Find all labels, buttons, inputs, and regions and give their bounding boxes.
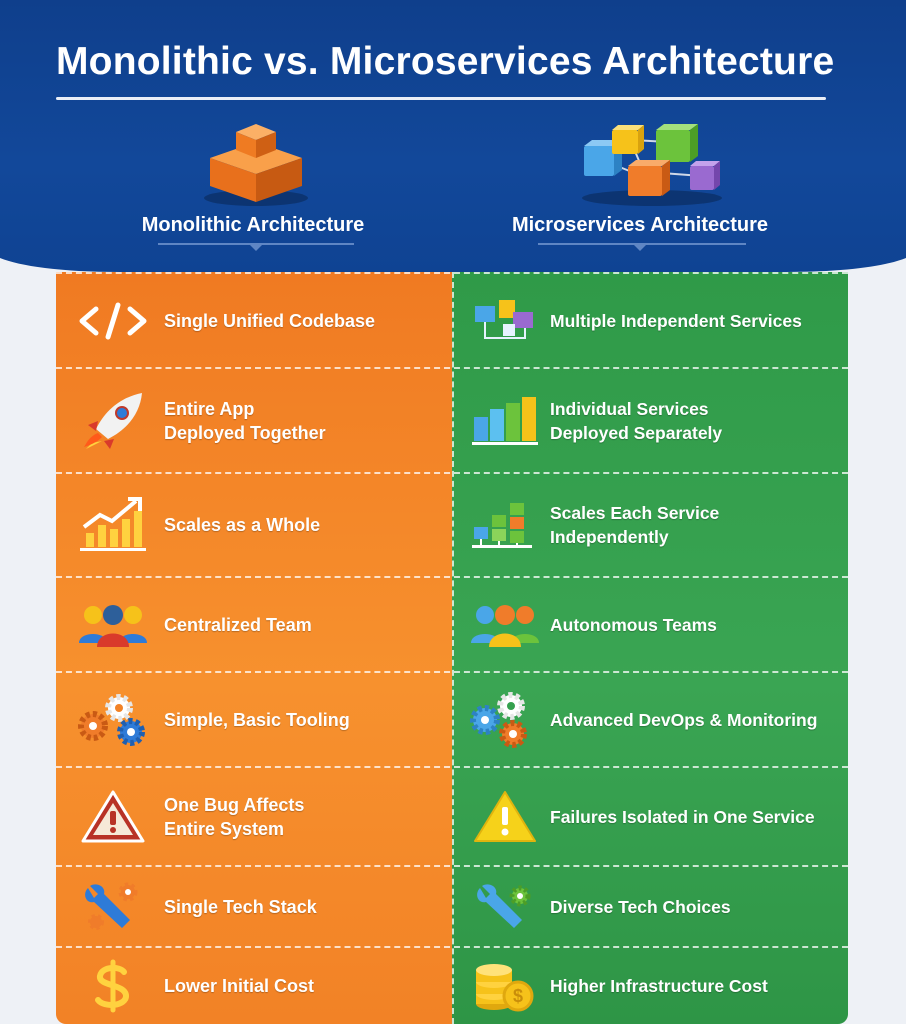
- scaling-blocks-icon: [466, 493, 544, 557]
- cell-text: Diverse Tech Choices: [550, 896, 731, 917]
- cell-text: One Bug Affects: [164, 794, 305, 815]
- growth-chart-icon: [74, 493, 152, 557]
- warning-red-icon: [74, 785, 152, 849]
- monolithic-cell: [56, 578, 452, 671]
- dollar-icon: [74, 954, 152, 1018]
- cell-text: Centralized Team: [164, 614, 312, 635]
- monolithic-cell: [56, 474, 452, 576]
- cell-text: Scales Each Service: [550, 503, 720, 523]
- microservices-cell: [452, 867, 848, 946]
- comparison-row: [56, 766, 848, 865]
- rocket-icon: [74, 389, 152, 453]
- warning-yellow-icon: [466, 785, 544, 849]
- wrench-gear-icon: [74, 875, 152, 939]
- comparison-row: [56, 671, 848, 766]
- comparison-row: [56, 472, 848, 576]
- monolithic-cell: [56, 948, 452, 1024]
- microservices-cell: [452, 474, 848, 576]
- comparison-row: [56, 946, 848, 1024]
- microservices-cell: [452, 673, 848, 766]
- monolithic-cell: [56, 867, 452, 946]
- gears-icon: [466, 688, 544, 752]
- microservices-cell: [452, 274, 848, 367]
- cell-text: Higher Infrastructure Cost: [550, 976, 768, 996]
- cell-text: Scales as a Whole: [164, 515, 321, 535]
- cell-text: Single Unified Codebase: [164, 310, 376, 331]
- monolithic-cell: [56, 369, 452, 472]
- comparison-row: [56, 576, 848, 671]
- monolithic-column-title: Monolithic Architecture: [141, 214, 365, 236]
- cell-text: Independently: [550, 527, 669, 547]
- microservice-cubes-icon: [572, 120, 732, 210]
- comparison-row: [56, 272, 848, 367]
- microservices-cell: [452, 578, 848, 671]
- monolithic-cell: [56, 274, 452, 367]
- cell-text: Failures Isolated in One Service: [550, 806, 815, 827]
- microservices-column-title: Microservices Architecture: [511, 214, 769, 236]
- cell-text: Entire App: [164, 398, 255, 419]
- cell-text: Simple, Basic Tooling: [164, 709, 350, 730]
- microservices-cell: [452, 768, 848, 865]
- team-icon: [74, 593, 152, 657]
- cell-text: Deployed Separately: [550, 422, 723, 443]
- code-icon: [74, 289, 152, 353]
- svg-text:$: $: [512, 986, 524, 1006]
- comparison-row: [56, 367, 848, 472]
- title-underline: [56, 97, 826, 100]
- cell-text: Autonomous Teams: [550, 614, 717, 635]
- cell-text: Lower Initial Cost: [164, 976, 315, 996]
- page-title: Monolithic vs. Microservices Architecture: [56, 40, 835, 83]
- wrench-gear-icon: [466, 875, 544, 939]
- cell-text: Entire System: [164, 818, 285, 839]
- cell-text: Deployed Together: [164, 422, 326, 443]
- monolithic-cell: [56, 768, 452, 865]
- monolith-cube-icon: [196, 118, 316, 208]
- cell-text: Multiple Independent Services: [550, 310, 802, 331]
- cell-text: Single Tech Stack: [164, 896, 317, 917]
- services-network-icon: [466, 289, 544, 353]
- cell-text: Advanced DevOps & Monitoring: [550, 709, 818, 730]
- coins-icon: [466, 954, 544, 1018]
- monolithic-cell: [56, 673, 452, 766]
- microservices-title-notch: [633, 244, 647, 251]
- gears-icon: [74, 688, 152, 752]
- comparison-table: [56, 272, 848, 1024]
- comparison-row: [56, 865, 848, 946]
- cell-text: Individual Services: [550, 398, 709, 419]
- server-blocks-icon: [466, 389, 544, 453]
- monolithic-title-notch: [249, 244, 263, 251]
- microservices-cell: [452, 948, 848, 1024]
- microservices-cell: [452, 369, 848, 472]
- teams-icon: [466, 593, 544, 657]
